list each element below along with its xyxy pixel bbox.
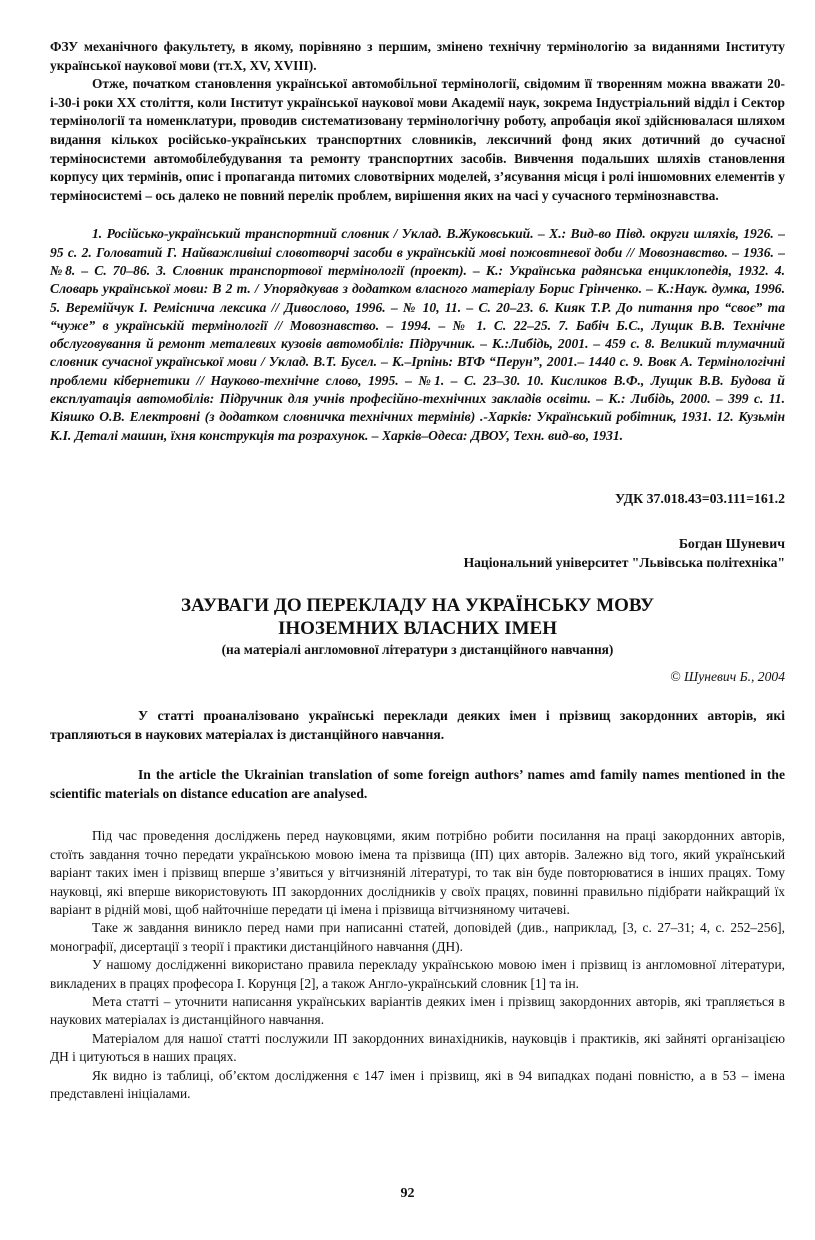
intro-paragraph-1: ФЗУ механічного факультету, в якому, порівняно з першим, змінено технічну термінологію за виданнями Інституту української наукової мови (тт.X, XV, XVIII). xyxy=(50,39,785,73)
previous-article-conclusion xyxy=(50,38,785,205)
article-title-line-2: ІНОЗЕМНИХ ВЛАСНИХ ІМЕН xyxy=(277,617,558,639)
article-body xyxy=(50,827,785,1103)
body-paragraph: Під час проведення досліджень перед науковцями, яким потрібно робити посилання на праці закордонних авторів, стоїть завдання точно передати українською мовою імена та прізвища (ІП) цих авторів. Залежно від того, який український варіант таких імен і прізвищ вперше з’явиться у вітчизняній літературі, то так він буде повторюватися в інших працях. Тому науковці, які вперше використовують ІП закордонних дослідників у своїх працях, повинні правильно підібрати найкращий їх варіант в рідній мові, щоб найточніше передати ці імена і прізвища вітчизняному читачеві. xyxy=(50,828,785,917)
udk-code: УДК 37.018.43=03.111=161.2 xyxy=(614,490,785,506)
page-content xyxy=(50,38,785,1103)
body-paragraph: У нашому дослідженні використано правила перекладу українською мовою імен і прізвищ із англомовної літератури, викладених в працях професора І. Корунця [2], а також Англо-український словник [1] та ін. xyxy=(50,957,785,991)
author-name: Богдан Шуневич xyxy=(678,535,785,551)
page-number: 92 xyxy=(400,1186,415,1201)
body-paragraph: Мета статті – уточнити написання українських варіантів деяких імен і прізвищ закордонних авторів, які трапляється в наукових матеріалах із дистанційного навчання. xyxy=(50,993,785,1028)
copyright-notice: © Шуневич Б., 2004 xyxy=(670,668,785,684)
author-affiliation: Національний університет "Львівська політехніка" xyxy=(463,554,785,570)
article-title xyxy=(50,594,785,640)
article-subtitle: (на матеріалі англомовної літератури з дистанційного навчання) xyxy=(221,641,614,657)
abstract-english: In the article the Ukrainian translation of some foreign authors’ names amd family names mentioned in the scientific materials on distance education are analysed. xyxy=(50,767,785,801)
body-paragraph: Таке ж завдання виникло перед нами при написанні статей, доповідей (див., наприклад, [3, с. 27–31; 4, с. 252–256], монографії, дисертації з теорії і практики дистанційного навчання (ДН). xyxy=(50,920,785,954)
article-title-line-1: ЗАУВАГИ ДО ПЕРЕКЛАДУ НА УКРАЇНСЬКУ МОВУ xyxy=(180,594,655,616)
intro-paragraph-2: Отже, початком становлення української автомобільної термінології, свідомим її творенням можна вважати 20-і-30-і роки XX століття, коли Інститут української наукової мови Академії наук, зокрема Індустріальний відділ і Сектор термінології та номенклатури, проводив систематизовану термінологічну роботу, апробація якої здійснювалася шляхом видання кількох російсько-українських транспортних словників, лексичний фонд яких дотичний до сучасної терміносистеми автомобілебудування та ремонту транспортних засобів. Вивчення подальших шляхів становлення корпусу цих термінів, опис і пропаганда питомих словотвірних моделей, з’ясування місця і ролі іншомовних елементів у терміносистемі – ось далеко не повний перелік проблем, вирішення яких на часі у сучасного термінознавства. xyxy=(50,76,785,203)
abstract-ukrainian: У статті проаналізовано українські переклади деяких імен і прізвищ закордонних авторів, які трапляються в наукових матеріалах із дистанційного навчання. xyxy=(50,707,785,742)
references-list: 1. Російсько-український транспортний словник / Уклад. В.Жуковський. – Х.: Вид-во Півд. округи шляхів, 1926. – 95 с. 2. Головатий Г. Найважливіші словотворчі засоби в українській мові пожовтневої доби // Мовознавство. – 1936. – №8. – С. 70–86. 3. Словник транспортової термінології (проект). – К.: Українська радянська енциклопедія, 1932. 4. Словарь української мови: В 2 т. / Упорядкував з додатком власного матеріалу Борис Грінченко. – К.:Наук. думка, 1996. 5. Веремійчук І. Реміснича лексика // Дивослово, 1996. – № 10, 11. – С. 20–23. 6. Кияк Т.Р. До питання про “своє” та “чуже” в українській термінології // Мовознавство. – 1994. – № 1. С. 22–25. 7. Бабіч Б.С., Лущик В.В. Технічне обслуговування й ремонт металевих кузовів автомобілів: Підручник. – К.:Либідь, 2001. – 459 с. 8. Великий тлумачний словник сучасної української мови / Уклад. В.Т. Бусел. – К.–Ірпінь: ВТФ “Перун”, 2001.– 1440 с. 9. Вовк А. Термінологічні проблеми кібернетики // Науково-технічне слово, 1995. – №1. – С. 23–30. 10. Кисликов В.Ф., Лущик В.В. Будова й експлуатація автомобілів: Підручник для учнів професійно-технічних закладів освіти. – К.: Либідь, 2000. – 399 с. 11. Кіяшко О.В. Електровні (з додатком словничка технічних термінів) .-Харків: Український робітник, 1931. 12. Кузьмін К.І. Деталі машин, їхня конструкція та розрахунок. – Харків–Одеса: ДВОУ, Техн. вид-во, 1931. xyxy=(50,226,785,443)
body-paragraph: Матеріалом для нашої статті послужили ІП закордонних винахідників, науковців і практиків, які зайняті організацією ДН і цитуються в наших працях. xyxy=(50,1030,785,1065)
body-paragraph: Як видно із таблиці, об’єктом дослідження є 147 імен і прізвищ, які в 94 випадках подані повністю, а в 53 – імена представлені ініціалами. xyxy=(50,1067,785,1101)
